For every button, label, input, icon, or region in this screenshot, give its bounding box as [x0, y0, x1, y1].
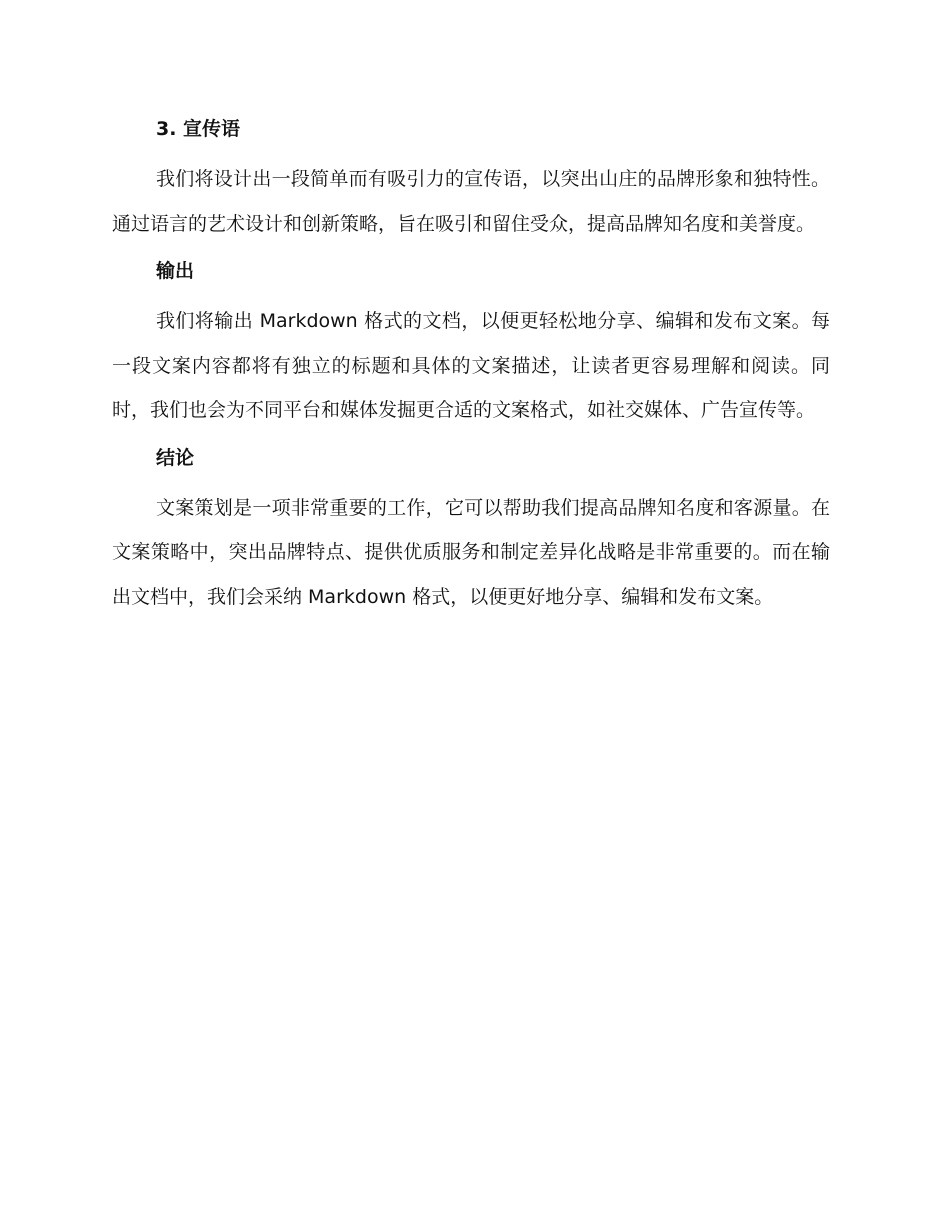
section-slogan	[112, 114, 830, 246]
section-heading: 结论	[156, 446, 195, 469]
section-conclusion	[112, 443, 830, 620]
section-paragraph: 我们将设计出一段简单而有吸引力的宣传语，以突出山庄的品牌形象和独特性。通过语言的艺术设计和创新策略，旨在吸引和留住受众，提高品牌知名度和美誉度。	[112, 168, 830, 235]
section-paragraph: 文案策划是一项非常重要的工作，它可以帮助我们提高品牌知名度和客源量。在文案策略中，突出品牌特点、提供优质服务和制定差异化战略是非常重要的。而在输出文档中，我们会采纳 Markdown 格式，以便更好地分享、编辑和发布文案。	[112, 496, 830, 608]
section-heading: 3. 宣传语	[156, 118, 241, 140]
section-output	[112, 256, 830, 433]
section-heading: 输出	[156, 260, 195, 282]
section-paragraph: 我们将输出 Markdown 格式的文档，以便更轻松地分享、编辑和发布文案。每一段文案内容都将有独立的标题和具体的文案描述，让读者更容易理解和阅读。同时，我们也会为不同平台和媒体发掘更合适的文案格式，如社交媒体、广告宣传等。	[112, 310, 830, 421]
